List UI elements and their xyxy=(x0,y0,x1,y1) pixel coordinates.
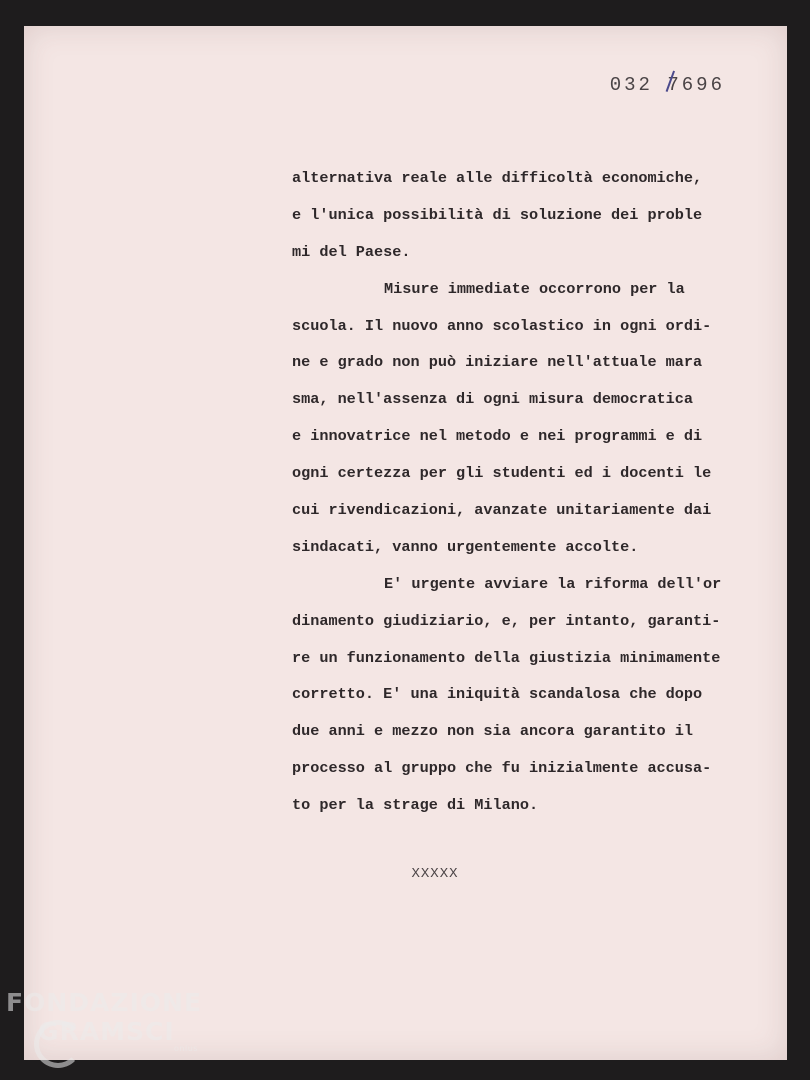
text-line: sindacati, vanno urgentemente accolte. xyxy=(292,537,639,556)
fondazione-gramsci-watermark xyxy=(6,988,203,1053)
page-number-suffix: 696 xyxy=(681,74,725,96)
text-line: E' urgente avviare la riforma dell'or xyxy=(384,574,722,593)
text-line: mi del Paese. xyxy=(292,242,411,261)
typewritten-text-block xyxy=(292,160,732,824)
watermark-line-3: onlus xyxy=(174,1044,198,1053)
text-line: to per la strage di Milano. xyxy=(292,796,539,815)
text-line: e innovatrice nel metodo e nei programmi e di xyxy=(292,427,703,446)
page-number-prefix: 032 xyxy=(609,74,653,96)
watermark-line-2: GRAMSCI xyxy=(38,1017,175,1046)
text-line: corretto. E' una iniquità scandalosa che dopo xyxy=(292,685,703,704)
text-line: due anni e mezzo non sia ancora garantito il xyxy=(292,722,694,741)
text-line: sma, nell'assenza di ogni misura democratica xyxy=(292,390,694,409)
text-line: dinamento giudiziario, e, per intanto, garanti- xyxy=(292,611,721,630)
text-line: scuola. Il nuovo anno scolastico in ogni ordi- xyxy=(292,316,712,335)
text-line: ne e grado non può iniziare nell'attuale mara xyxy=(292,353,703,372)
page-number-corrected xyxy=(667,74,681,96)
watermark-line-1: FONDAZIONE xyxy=(6,988,203,1017)
crossed-digit: 7 xyxy=(667,74,682,96)
text-line: ogni certezza per gli studenti ed i docenti le xyxy=(292,464,712,483)
archive-page-number xyxy=(610,74,725,96)
text-line: alternativa reale alle difficoltà economiche, xyxy=(292,169,703,187)
watermark-g-logo xyxy=(34,1020,82,1068)
text-line: Misure immediate occorrono per la xyxy=(384,279,685,298)
text-line: cui rivendicazioni, avanzate unitariamente dai xyxy=(292,501,712,520)
text-line: re un funzionamento della giustizia minimamente xyxy=(292,648,721,667)
text-line: e l'unica possibilità di soluzione dei proble xyxy=(292,205,703,224)
end-mark: XXXXX xyxy=(411,866,459,882)
text-line: processo al gruppo che fu inizialmente accusa- xyxy=(292,759,712,778)
